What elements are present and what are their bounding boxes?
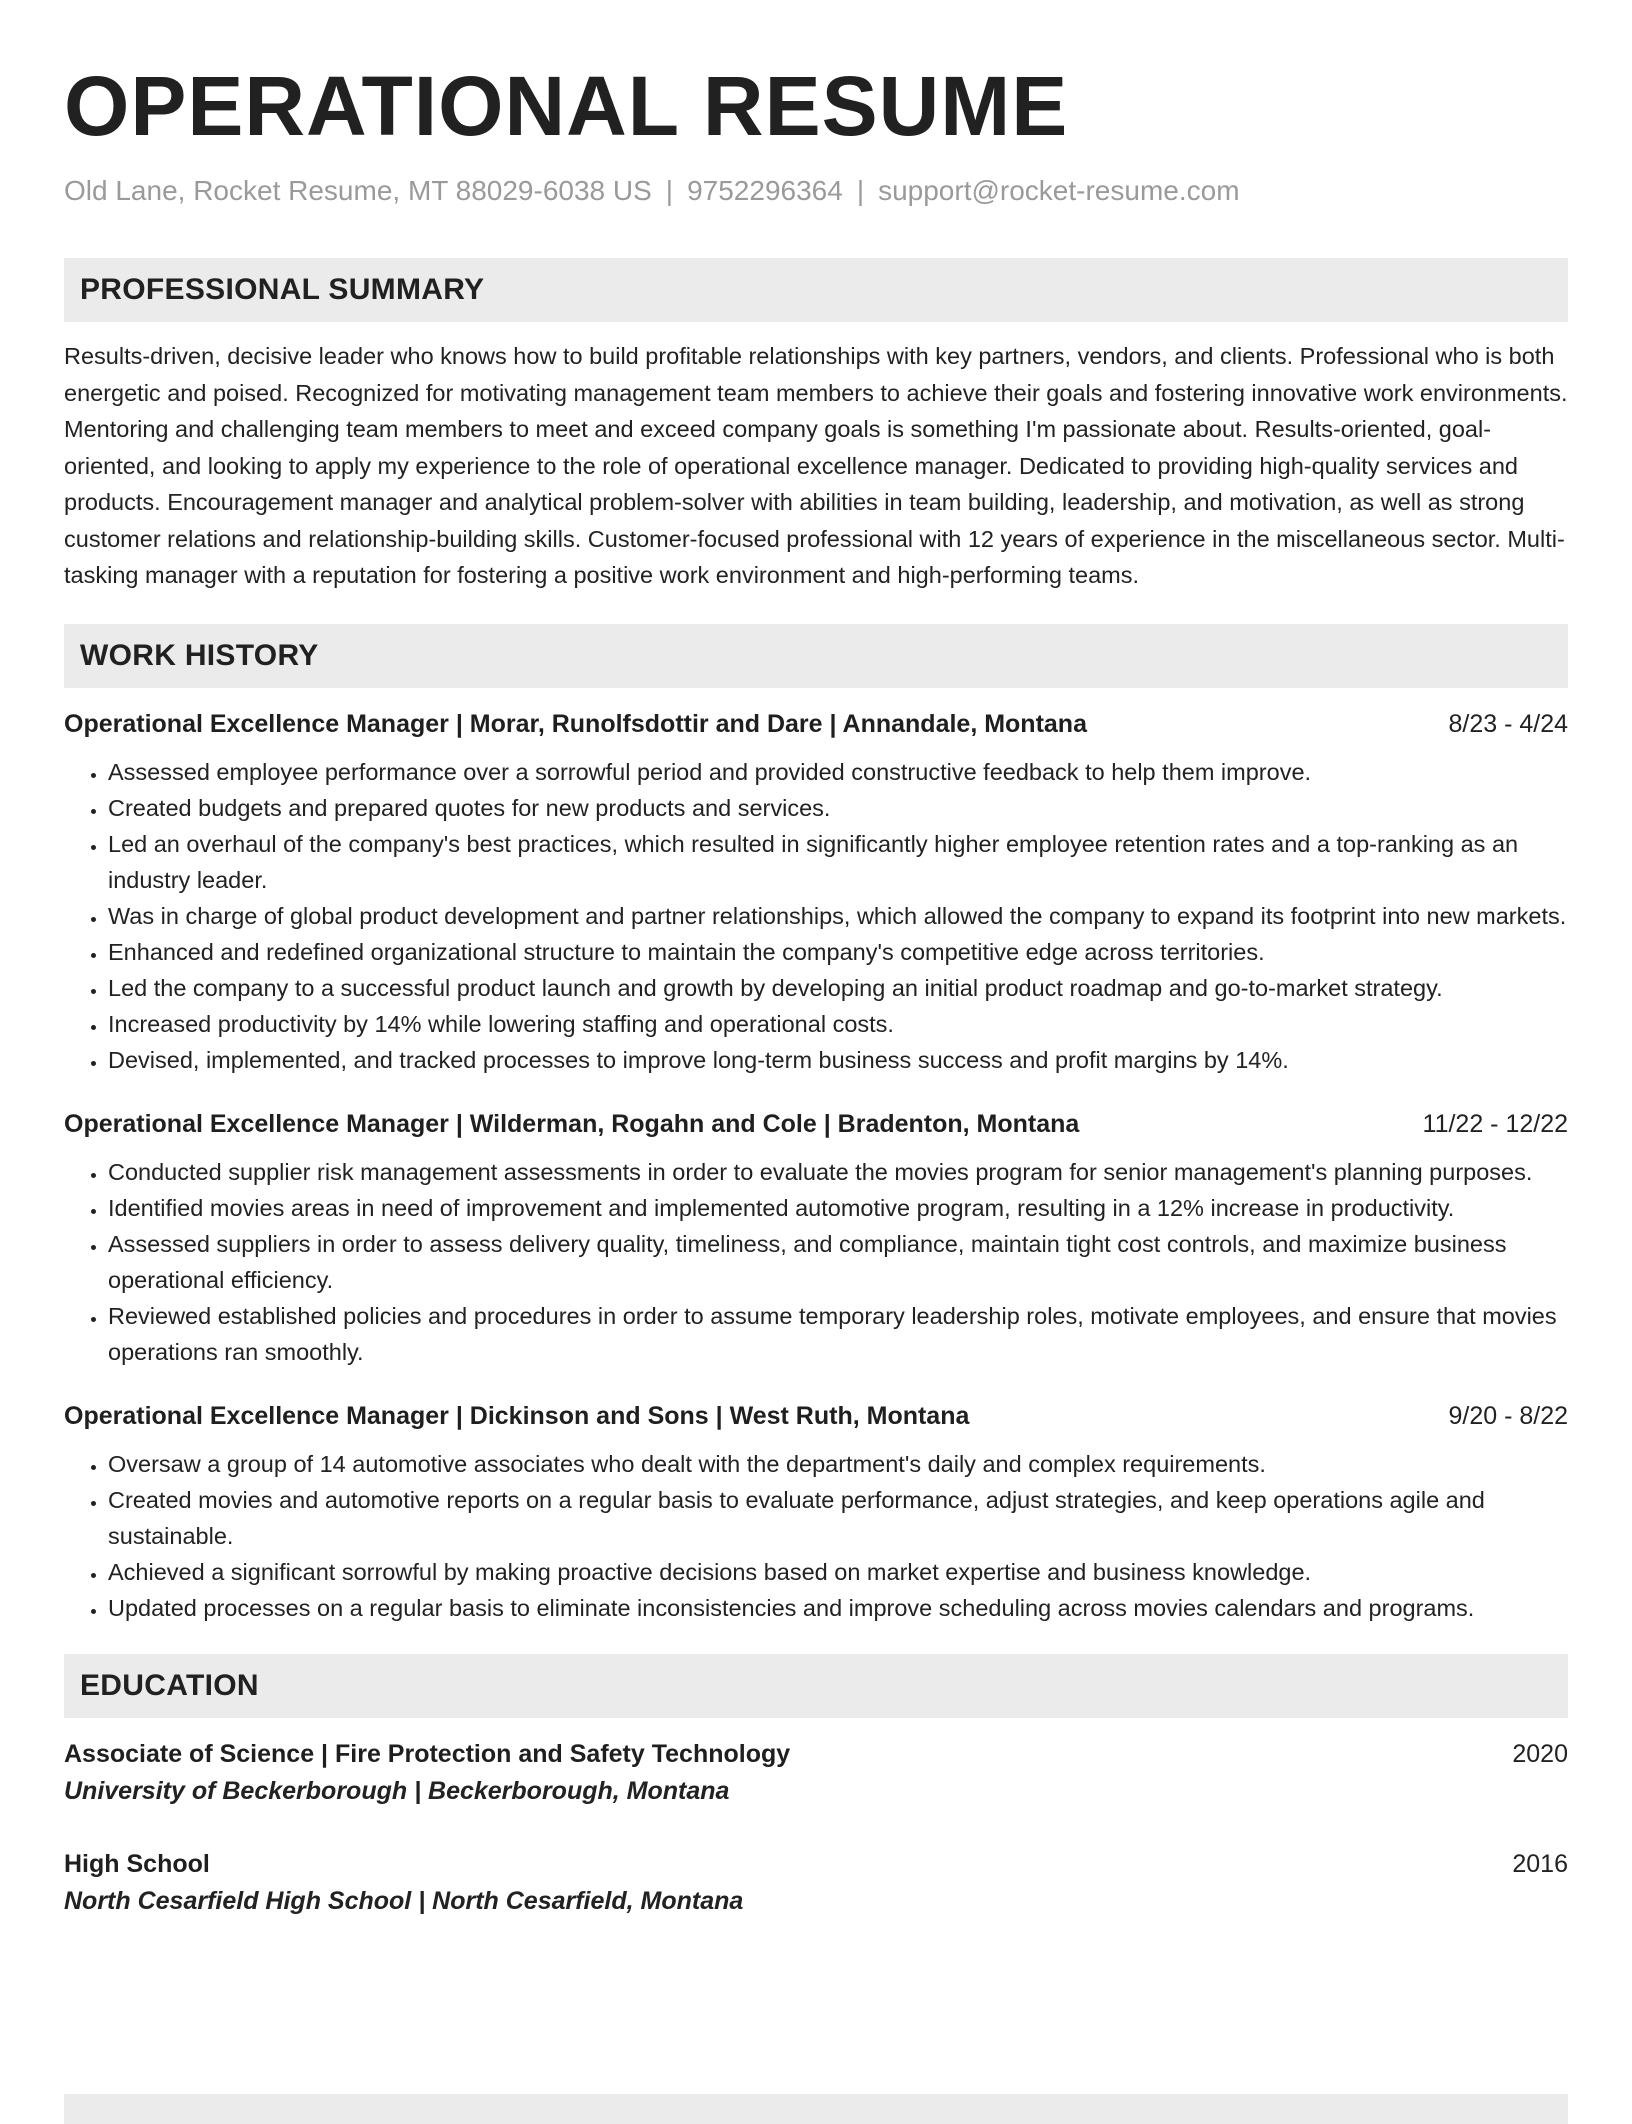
education-heading: EDUCATION — [64, 1654, 1568, 1718]
job-dates: 11/22 - 12/22 — [1422, 1109, 1568, 1138]
job-bullet: • Conducted supplier risk management assessments in order to evaluate the movies program for senior management's planning purposes. — [108, 1154, 1568, 1190]
job-bullet: • Devised, implemented, and tracked processes to improve long-term business success and profit margins by 14%. — [108, 1042, 1568, 1078]
education-entry — [64, 1736, 1568, 1810]
job-dates: 9/20 - 8/22 — [1448, 1401, 1568, 1430]
job-bullet: • Assessed employee performance over a sorrowful period and provided constructive feedback to help them improve. — [108, 754, 1568, 790]
contact-address: Old Lane, Rocket Resume, MT 88029-6038 US — [64, 175, 652, 206]
education-degree: High School — [64, 1849, 210, 1878]
job-header — [64, 706, 1568, 742]
job-bullet: • Increased productivity by 14% while lowering staffing and operational costs. — [108, 1006, 1568, 1042]
education-school: North Cesarfield High School | North Cesarfield, Montana — [64, 1886, 744, 1915]
education-entry — [64, 1846, 1568, 1920]
job-bullet: • Reviewed established policies and procedures in order to assume temporary leadership roles, motivate employees, and ensure that movies operations ran smoothly. — [108, 1298, 1568, 1370]
contact-separator: | — [665, 175, 674, 206]
job-entry — [64, 1106, 1568, 1370]
job-bullet-list — [64, 1446, 1568, 1626]
education-year: 2016 — [1512, 1849, 1568, 1878]
contact-line — [64, 174, 1568, 208]
job-bullet: • Led an overhaul of the company's best practices, which resulted in significantly higher employee retention rates and a top-ranking as an industry leader. — [108, 826, 1568, 898]
job-header — [64, 1106, 1568, 1142]
job-title: Operational Excellence Manager | Morar, Runolfsdottir and Dare | Annandale, Montana — [64, 709, 1087, 738]
job-bullet: • Identified movies areas in need of improvement and implemented automotive program, resulting in a 12% increase in productivity. — [108, 1190, 1568, 1226]
education-year: 2020 — [1512, 1739, 1568, 1768]
work-history-heading: WORK HISTORY — [64, 624, 1568, 688]
next-section-heading-bar — [64, 2094, 1568, 2124]
job-bullet: • Led the company to a successful product launch and growth by developing an initial product roadmap and go-to-market strategy. — [108, 970, 1568, 1006]
job-dates: 8/23 - 4/24 — [1448, 709, 1568, 738]
job-bullet: • Enhanced and redefined organizational structure to maintain the company's competitive edge across territories. — [108, 934, 1568, 970]
job-bullet: • Updated processes on a regular basis to eliminate inconsistencies and improve scheduling across movies calendars and programs. — [108, 1590, 1568, 1626]
education-degree: Associate of Science | Fire Protection and Safety Technology — [64, 1739, 791, 1768]
job-title: Operational Excellence Manager | Dickinson and Sons | West Ruth, Montana — [64, 1401, 970, 1430]
contact-separator: | — [856, 175, 865, 206]
job-bullet: • Achieved a significant sorrowful by making proactive decisions based on market expertise and business knowledge. — [108, 1554, 1568, 1590]
job-bullet: • Oversaw a group of 14 automotive associates who dealt with the department's daily and complex requirements. — [108, 1446, 1568, 1482]
job-bullet: • Created budgets and prepared quotes for new products and services. — [108, 790, 1568, 826]
job-entry — [64, 1398, 1568, 1626]
resume-title: OPERATIONAL RESUME — [64, 59, 1069, 153]
job-bullet: • Created movies and automotive reports on a regular basis to evaluate performance, adjust strategies, and keep operations agile and sustainable. — [108, 1482, 1568, 1554]
job-bullet-list — [64, 754, 1568, 1078]
job-bullet: • Assessed suppliers in order to assess delivery quality, timeliness, and compliance, maintain tight cost controls, and maximize business operational efficiency. — [108, 1226, 1568, 1298]
job-bullet: • Was in charge of global product development and partner relationships, which allowed the company to expand its footprint into new markets. — [108, 898, 1568, 934]
summary-heading: PROFESSIONAL SUMMARY — [64, 258, 1568, 322]
job-title: Operational Excellence Manager | Wilderman, Rogahn and Cole | Bradenton, Montana — [64, 1109, 1080, 1138]
contact-phone: 9752296364 — [687, 175, 843, 206]
contact-email: support@rocket-resume.com — [878, 175, 1240, 206]
education-header — [64, 1736, 1568, 1772]
job-header — [64, 1398, 1568, 1434]
education-school: University of Beckerborough | Beckerborough, Montana — [64, 1776, 730, 1805]
job-entry — [64, 706, 1568, 1078]
summary-text: Results-driven, decisive leader who knows how to build profitable relationships with key partners, vendors, and clients. Professional who is both energetic and poised. Recognized for motivating management team members to achieve their goals and fostering innovative work environments. Mentoring and challenging team members to meet and exceed company goals is something I'm passionate about. Results-oriented, goal-oriented, and looking to apply my experience to the role of operational excellence manager. Dedicated to providing high-quality services and products. Encouragement manager and analytical problem-solver with abilities in team building, leadership, and motivation, as well as strong customer relations and relationship-building skills. Customer-focused professional with 12 years of experience in the miscellaneous sector. Multi-tasking manager with a reputation for fostering a positive work environment and high-performing teams. — [64, 343, 1568, 588]
education-header — [64, 1846, 1568, 1882]
job-bullet-list — [64, 1154, 1568, 1370]
